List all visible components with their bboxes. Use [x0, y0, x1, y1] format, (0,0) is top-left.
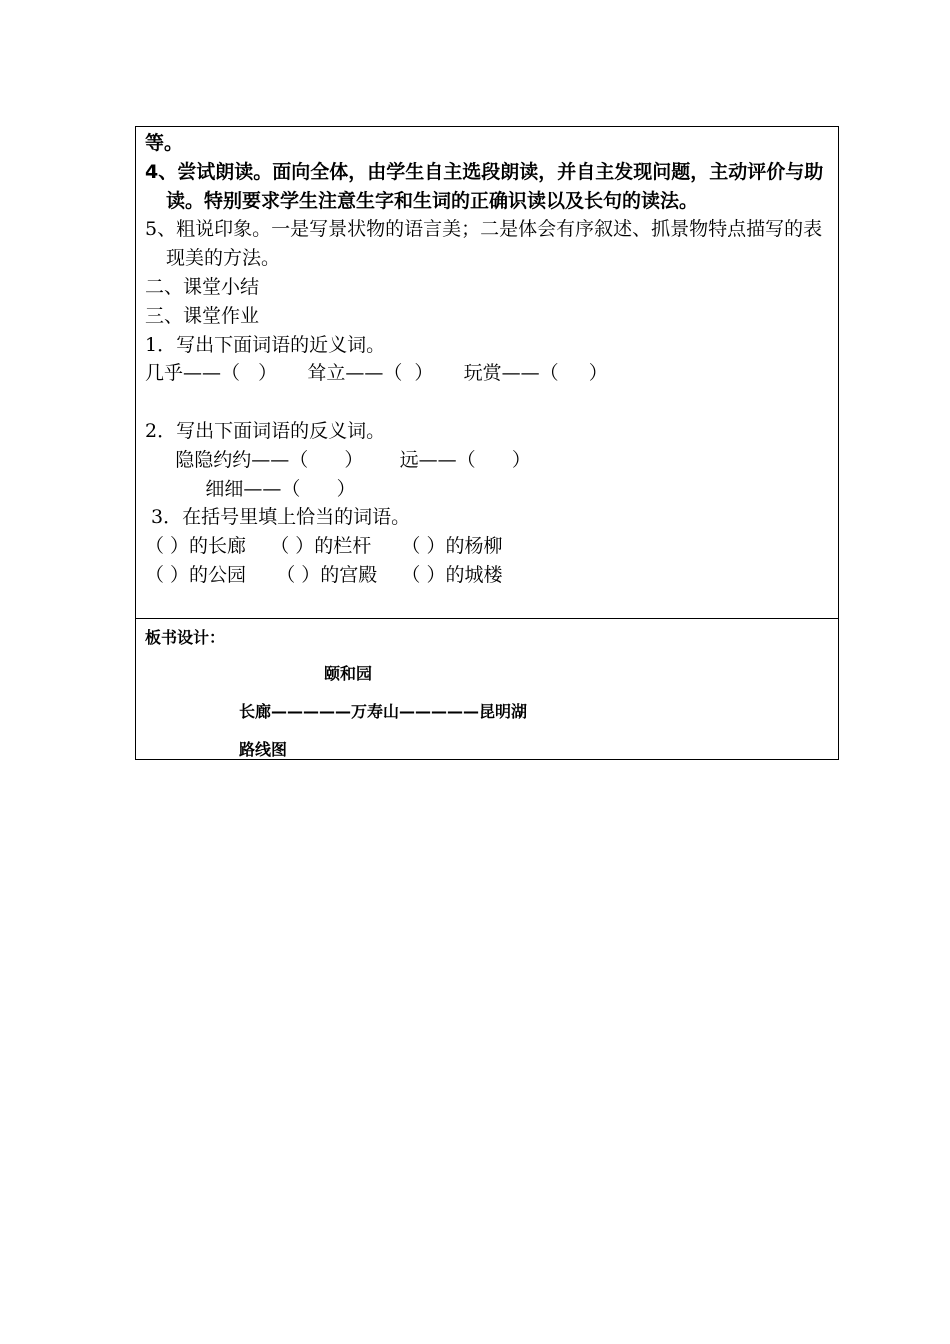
board-design-heading: 板书设计：: [145, 627, 226, 647]
lesson-line: （ ）的公园 （ ）的宫殿 （ ）的城楼: [145, 563, 503, 586]
board-title: 颐和园: [324, 663, 373, 683]
lesson-line: 三、课堂作业: [145, 304, 260, 327]
lesson-line: （ ）的长廊 （ ）的栏杆 （ ）的杨柳: [145, 535, 503, 558]
lesson-line: 二、课堂小结: [145, 275, 260, 298]
board-design-cell: [136, 619, 838, 759]
lesson-line: 5、粗说印象。一是写景状物的语言美；二是体会有序叙述、抓景物特点描写的表现美的方法。: [145, 218, 823, 270]
lesson-line: 细细——（ ）: [145, 477, 356, 500]
lesson-table: [135, 126, 839, 760]
lesson-line: 1．写出下面词语的近义词。: [145, 333, 386, 356]
lesson-line: 4、尝试朗读。面向全体，由学生自主选段朗读，并自主发现问题，主动评价与助读。特别要求学生注意生字和生词的正确识读以及长句的读法。: [145, 160, 824, 212]
lesson-line: 几乎——（ ） 耸立——（ ） 玩赏——（ ）: [145, 362, 608, 385]
lesson-steps-cell: [136, 127, 838, 619]
board-route-line: 长廊—————万寿山—————昆明湖: [239, 701, 528, 721]
board-route-label: 路线图: [239, 739, 288, 759]
lesson-line: 2．写出下面词语的反义词。: [145, 419, 386, 442]
lesson-line: [145, 388, 830, 417]
lesson-line: 3．在括号里填上恰当的词语。: [145, 506, 411, 529]
lesson-line: 隐隐约约——（ ） 远——（ ）: [145, 448, 531, 471]
lesson-line: 等。: [145, 132, 184, 154]
